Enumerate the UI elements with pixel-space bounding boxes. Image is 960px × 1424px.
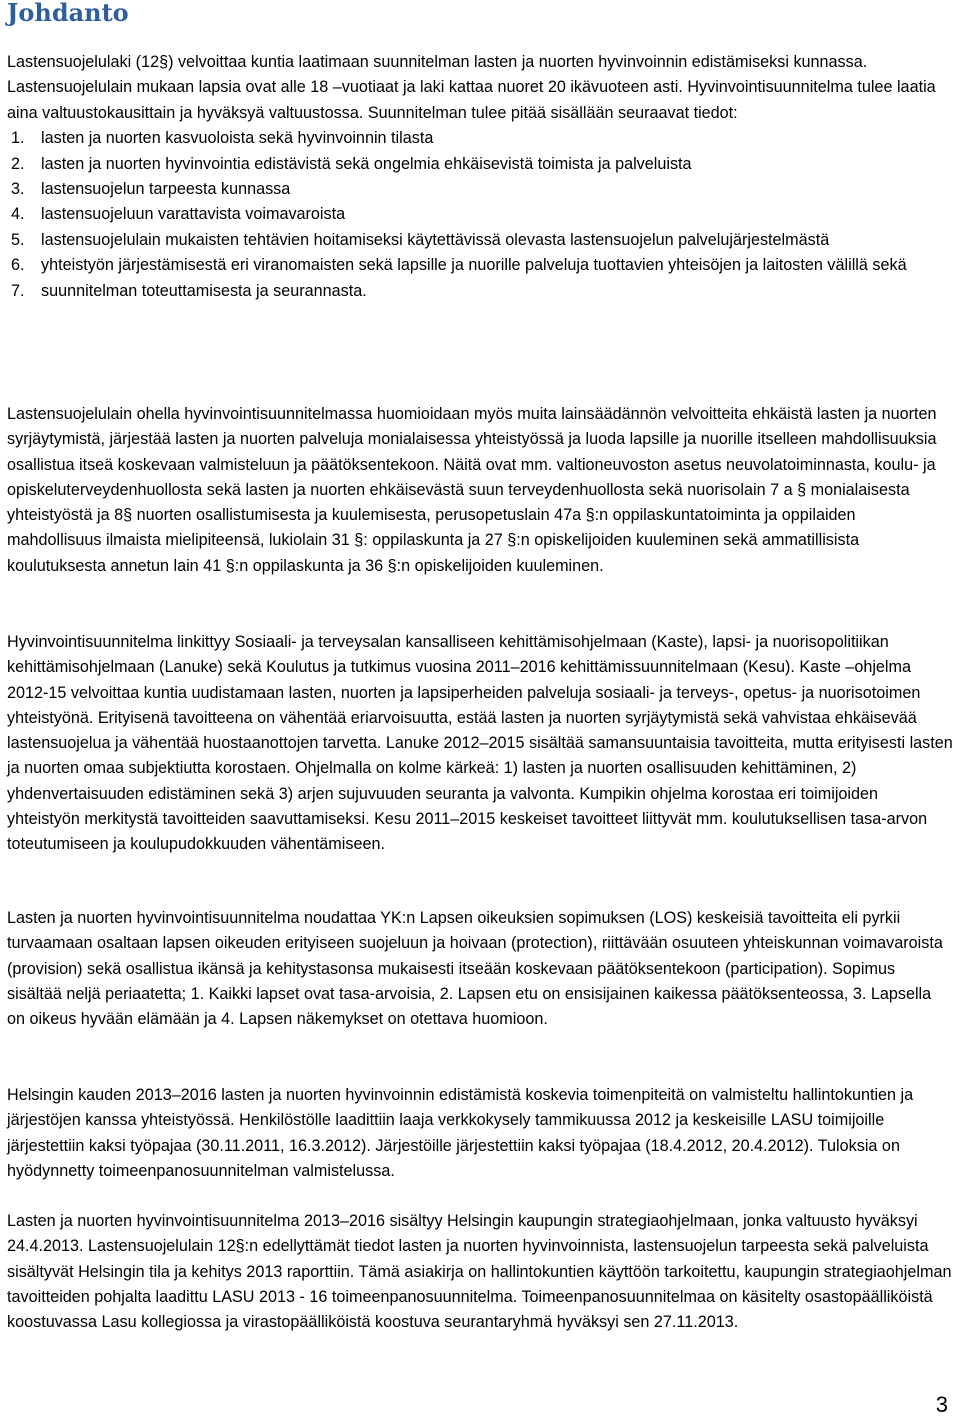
list-item: 3. lastensuojelun tarpeesta kunnassa [11,180,291,199]
paragraph-legislation: Lastensuojelulain ohella hyvinvointisuunnitelmassa huomioidaan myös muita lainsäädännön velvoitteita ehkäistä lasten ja nuorten syrjäytymistä, järjestää lasten ja nuorten palveluja monialaisessa yhteistyössä ja luoda lapsille ja nuorille itselleen mahdollisuuksia osallistua itseä koskevaan valmisteluun ja päätöksentekoon. Näitä ovat mm. valtioneuvoston asetus neuvolatoiminnasta, koulu- ja opiskeluterveydenhuollosta sekä lasten ja nuorten ehkäisevästä suun terveydenhuollosta sekä nuorisolain 7 a § monialaisesta yhteistyöstä ja 8§ nuorten osallistumisesta ja kuulemisesta, perusopetuslain 47a §:n oppilaskuntatoiminta ja oppilaiden mahdollisuus ilmaista mielipiteensä, lukiolain 31 §: oppilaskunta ja 27 §:n opiskelijoiden kuuleminen sekä ammatillisista koulutuksesta annetun lain 41 §:n oppilaskunta ja 36 §:n opiskelijoiden kuuleminen. [7,405,937,575]
intro-paragraph: Lastensuojelulaki (12§) velvoittaa kuntia laatimaan suunnitelman lasten ja nuorten hyvinvoinnin edistämiseksi kunnassa. Lastensuojelulain mukaan lapsia ovat alle 18 –vuotiaat ja laki kattaa nuoret 20 ikävuoteen asti. Hyvinvointisuunnitelma tulee laatia aina valtuustokausittain ja hyväksyä valtuustossa. Suunnitelman tulee pitää sisällään seuraavat tiedot: [7,53,936,122]
paragraph-preparation: Helsingin kauden 2013–2016 lasten ja nuorten hyvinvoinnin edistämistä koskevia toimenpiteitä on valmisteltu hallintokuntien ja järjestöjen kanssa yhteistyössä. Henkilöstölle laadittiin laaja verkkokysely tammikuussa 2012 ja keskeisille LASU toimijoille järjestettiin kaksi työpajaa (30.11.2011, 16.3.2012). Järjestöille järjestettiin kaksi työpajaa (18.4.2012, 20.4.2012). Tuloksia on hyödynnetty toimeenpanosuunnitelman valmistelussa. [7,1086,914,1180]
paragraph-programs: Hyvinvointisuunnitelma linkittyy Sosiaali- ja terveysalan kansalliseen kehittämisohjelmaan (Kaste), lapsi- ja nuorisopolitiikan kehittämisohjelmaan (Lanuke) sekä Koulutus ja tutkimus vuosina 2011–2016 kehittämissuunnitelmaan (Kesu). Kaste –ohjelma 2012-15 velvoittaa kuntia uudistamaan lasten, nuorten ja lapsiperheiden palveluja sosiaali- ja terveys-, opetus- ja nuorisotoimen yhteistyönä. Erityisenä tavoitteena on vähentää eriarvoisuutta, estää lasten ja nuorten syrjäytymistä sekä vahvistaa ehkäisevää lastensuojelua ja vähentää huostaanottojen tarvetta. Lanuke 2012–2015 sisältää samansuuntaisia tavoitteita, mutta erityisesti lasten ja nuorten omaa subjektiutta korostaen. Ohjelmalla on kolme kärkeä: 1) lasten ja nuorten osallisuuden kehittäminen, 2) yhdenvertaisuuden edistäminen sekä 3) arjen sujuvuuden seuranta ja valvonta. Kumpikin ohjelma korostaa eri toimijoiden yhteistyön merkitystä tavoitteiden saavuttamiseksi. Kesu 2011–2015 keskeiset tavoitteet liittyvät mm. koulutuksellisen tasa-arvon toteutumiseen ja koulupudokkuuden vähentämiseen. [7,633,953,854]
paragraph-strategy: Lasten ja nuorten hyvinvointisuunnitelma 2013–2016 sisältyy Helsingin kaupungin strategiaohjelmaan, jonka valtuusto hyväksyi 24.4.2013. Lastensuojelulain 12§:n edellyttämät tiedot lasten ja nuorten hyvinvoinnista, lastensuojelun tarpeesta sekä palveluista sisältyvät Helsingin tila ja kehitys 2013 raporttiin. Tämä asiakirja on hallintokuntien käyttöön tarkoitettu, kaupungin strategiaohjelman tavoitteiden pohjalta laadittu LASU 2013 - 16 toimeenpanosuunnitelma. Toimeenpanosuunnitelmaa on käsitelty osastopäälliköistä koostuvassa Lasu kollegiossa ja virastopäälliköistä koostuva seurantaryhmä hyväksyi sen 27.11.2013. [7,1212,952,1332]
list-item: 4. lastensuojeluun varattavista voimavaroista [11,205,346,224]
list-item: 5. lastensuojelulain mukaisten tehtävien hoitamiseksi käytettävissä olevasta lastensuojelun palvelujärjestelmästä [11,230,830,249]
intro-block [7,50,953,304]
list-item: 2. lasten ja nuorten hyvinvointia edistävistä sekä ongelmia ehkäisevistä toimista ja palveluista [11,154,692,173]
section-heading: Johdanto [7,0,129,27]
requirements-list [7,126,953,304]
list-item: 7. suunnitelman toteuttamisesta ja seurannasta. [11,281,367,300]
list-item: 1. lasten ja nuorten kasvuoloista sekä hyvinvoinnin tilasta [11,129,434,148]
paragraph-uncrc: Lasten ja nuorten hyvinvointisuunnitelma noudattaa YK:n Lapsen oikeuksien sopimuksen (LOS) keskeisiä tavoitteita eli pyrkii turvaamaan osaltaan lapsen oikeuden erityiseen suojeluun ja hoivaan (protection), riittävään osuuteen yhteiskunnan voimavaroista (provision) sekä osallistua ikänsä ja kehitystasonsa mukaisesti itseään koskevaan päätöksentekoon (participation). Sopimus sisältää neljä periaatetta; 1. Kaikki lapset ovat tasa-arvoisia, 2. Lapsen etu on ensisijainen kaikessa päätöksenteossa, 3. Lapsella on oikeus hyvään elämään ja 4. Lapsen näkemykset on otettava huomioon. [7,909,943,1029]
list-item: 6. yhteistyön järjestämisestä eri viranomaisten sekä lapsille ja nuorille palveluja tuottavien yhteisöjen ja laitosten välillä sekä [11,256,907,275]
page-number: 3 [935,1392,948,1417]
